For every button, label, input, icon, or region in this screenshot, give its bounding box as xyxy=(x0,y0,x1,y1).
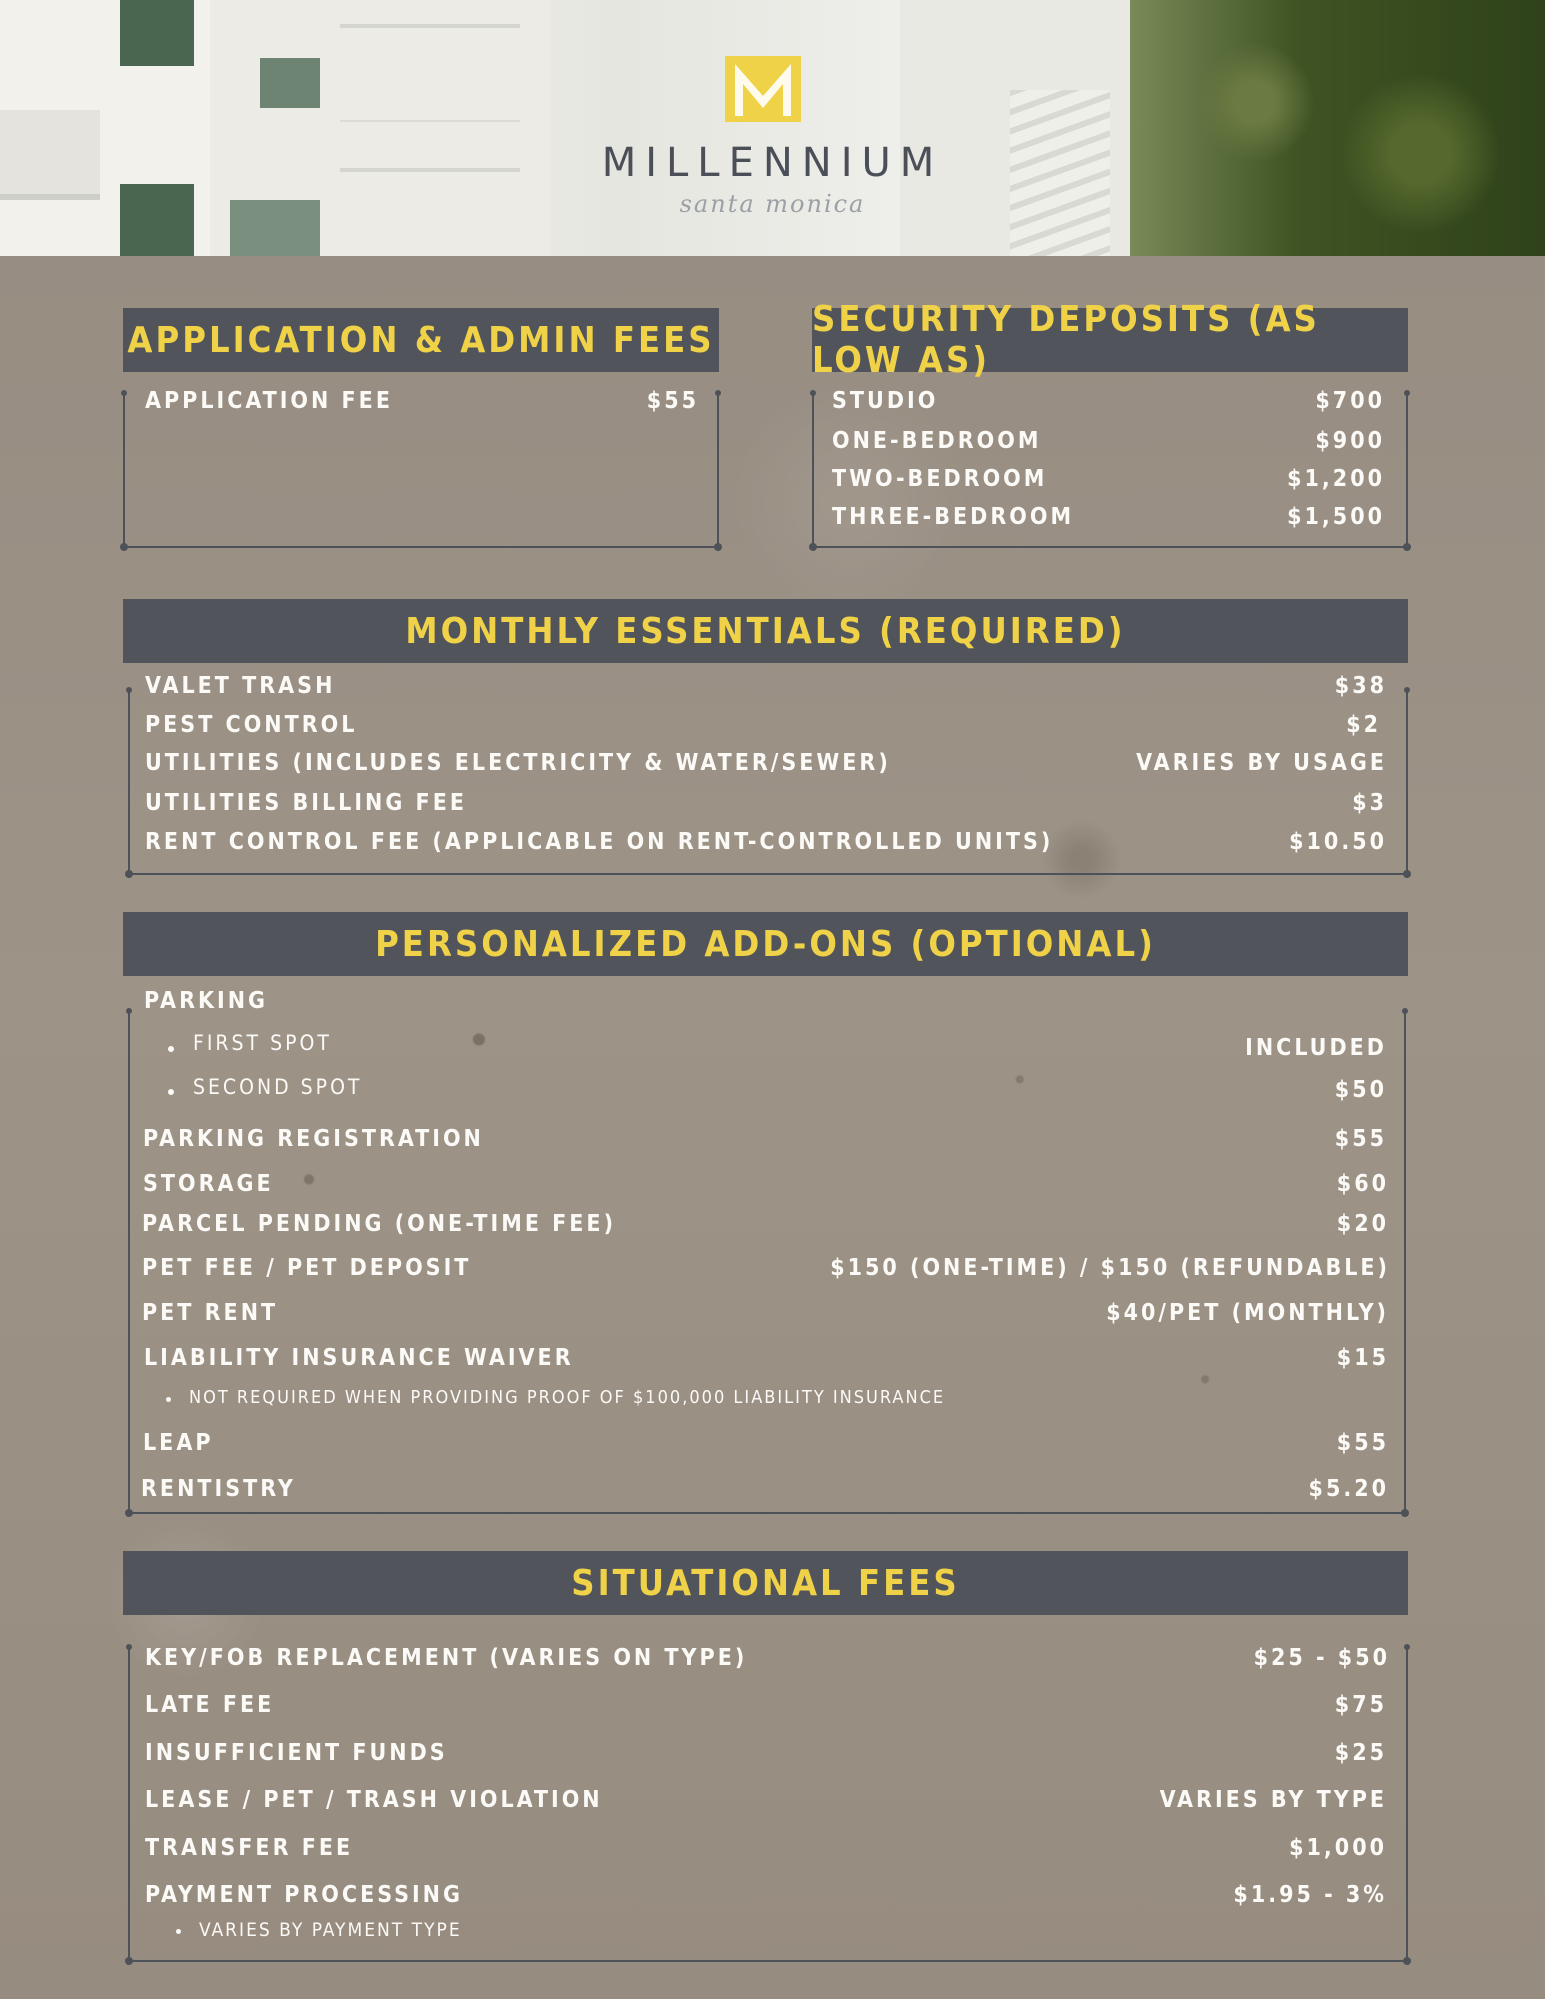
brand-name: MILLENNIUM xyxy=(601,140,944,186)
pet-rent-label: PET RENT xyxy=(142,1300,279,1326)
section-title-deposits: SECURITY DEPOSITS (AS LOW AS) xyxy=(812,308,1408,372)
transfer-fee-label: TRANSFER FEE xyxy=(145,1835,354,1861)
utilities-billing-fee-label: UTILITIES BILLING FEE xyxy=(145,790,467,816)
section-title-monthly: MONTHLY ESSENTIALS (REQUIRED) xyxy=(123,599,1408,663)
storage-label: STORAGE xyxy=(143,1171,274,1197)
application-frame xyxy=(123,394,719,548)
insufficient-funds-value: $25 xyxy=(1334,1740,1387,1766)
parking-registration-label: PARKING REGISTRATION xyxy=(143,1126,484,1152)
parking-registration-value: $55 xyxy=(1334,1126,1387,1152)
deposit-one-bedroom-value: $900 xyxy=(1315,428,1385,454)
key-fob-label: KEY/FOB REPLACEMENT (VARIES ON TYPE) xyxy=(145,1645,748,1671)
pest-control-value: $2 xyxy=(1346,712,1381,738)
liability-waiver-note: NOT REQUIRED WHEN PROVIDING PROOF OF $100,000 LIABILITY INSURANCE xyxy=(189,1387,946,1408)
payment-processing-label: PAYMENT PROCESSING xyxy=(145,1882,463,1908)
deposit-three-bedroom-value: $1,500 xyxy=(1287,504,1385,530)
deposit-one-bedroom-label: ONE-BEDROOM xyxy=(832,428,1042,454)
section-title-application: APPLICATION & ADMIN FEES xyxy=(123,308,719,372)
pet-fee-value: $150 (ONE-TIME) / $150 (REFUNDABLE) xyxy=(830,1255,1390,1281)
liability-waiver-value: $15 xyxy=(1336,1345,1389,1371)
parcel-pending-value: $20 xyxy=(1336,1211,1389,1237)
parcel-pending-label: PARCEL PENDING (ONE-TIME FEE) xyxy=(142,1211,617,1237)
storage-value: $60 xyxy=(1336,1171,1389,1197)
rentistry-value: $5.20 xyxy=(1308,1476,1389,1502)
header-banner xyxy=(0,0,1545,256)
utilities-billing-fee-value: $3 xyxy=(1352,790,1387,816)
violation-label: LEASE / PET / TRASH VIOLATION xyxy=(145,1787,603,1813)
key-fob-value: $25 - $50 xyxy=(1253,1645,1390,1671)
pet-rent-value: $40/PET (MONTHLY) xyxy=(1106,1300,1389,1326)
application-fee-value: $55 xyxy=(646,388,699,414)
application-fee-label: APPLICATION FEE xyxy=(145,388,393,414)
logo xyxy=(0,0,1545,256)
m-logo-icon xyxy=(725,56,801,122)
utilities-value: VARIES BY USAGE xyxy=(1136,750,1387,776)
section-title-situational: SITUATIONAL FEES xyxy=(123,1551,1408,1615)
valet-trash-label: VALET TRASH xyxy=(145,673,336,699)
violation-value: VARIES BY TYPE xyxy=(1159,1787,1387,1813)
parking-label: PARKING xyxy=(144,988,269,1014)
transfer-fee-value: $1,000 xyxy=(1289,1835,1387,1861)
deposit-two-bedroom-label: TWO-BEDROOM xyxy=(832,466,1048,492)
bullet xyxy=(176,1929,181,1934)
first-spot-value: INCLUDED xyxy=(1245,1035,1387,1061)
pest-control-label: PEST CONTROL xyxy=(145,712,358,738)
deposit-studio-label: STUDIO xyxy=(832,388,939,414)
payment-processing-value: $1.95 - 3% xyxy=(1233,1882,1387,1908)
section-title-addons: PERSONALIZED ADD-ONS (OPTIONAL) xyxy=(123,912,1408,976)
liability-waiver-label: LIABILITY INSURANCE WAIVER xyxy=(144,1345,574,1371)
rent-control-fee-label: RENT CONTROL FEE (APPLICABLE ON RENT-CONTROLLED UNITS) xyxy=(145,829,1054,855)
pet-fee-label: PET FEE / PET DEPOSIT xyxy=(142,1255,472,1281)
utilities-label: UTILITIES (INCLUDES ELECTRICITY & WATER/SEWER) xyxy=(145,750,891,776)
payment-processing-note: VARIES BY PAYMENT TYPE xyxy=(199,1919,462,1941)
brand-tagline: santa monica xyxy=(679,190,866,218)
rent-control-fee-value: $10.50 xyxy=(1289,829,1387,855)
deposit-two-bedroom-value: $1,200 xyxy=(1287,466,1385,492)
leap-value: $55 xyxy=(1336,1430,1389,1456)
second-spot-label: SECOND SPOT xyxy=(193,1075,363,1099)
rentistry-label: RENTISTRY xyxy=(141,1476,296,1502)
late-fee-value: $75 xyxy=(1334,1692,1387,1718)
leap-label: LEAP xyxy=(143,1430,214,1456)
late-fee-label: LATE FEE xyxy=(145,1692,275,1718)
valet-trash-value: $38 xyxy=(1334,673,1387,699)
second-spot-value: $50 xyxy=(1334,1077,1387,1103)
first-spot-label: FIRST SPOT xyxy=(193,1031,332,1055)
deposit-three-bedroom-label: THREE-BEDROOM xyxy=(832,504,1075,530)
bullet xyxy=(166,1397,171,1402)
bullet xyxy=(168,1046,174,1052)
bullet xyxy=(168,1089,174,1095)
deposit-studio-value: $700 xyxy=(1315,388,1385,414)
insufficient-funds-label: INSUFFICIENT FUNDS xyxy=(145,1740,448,1766)
